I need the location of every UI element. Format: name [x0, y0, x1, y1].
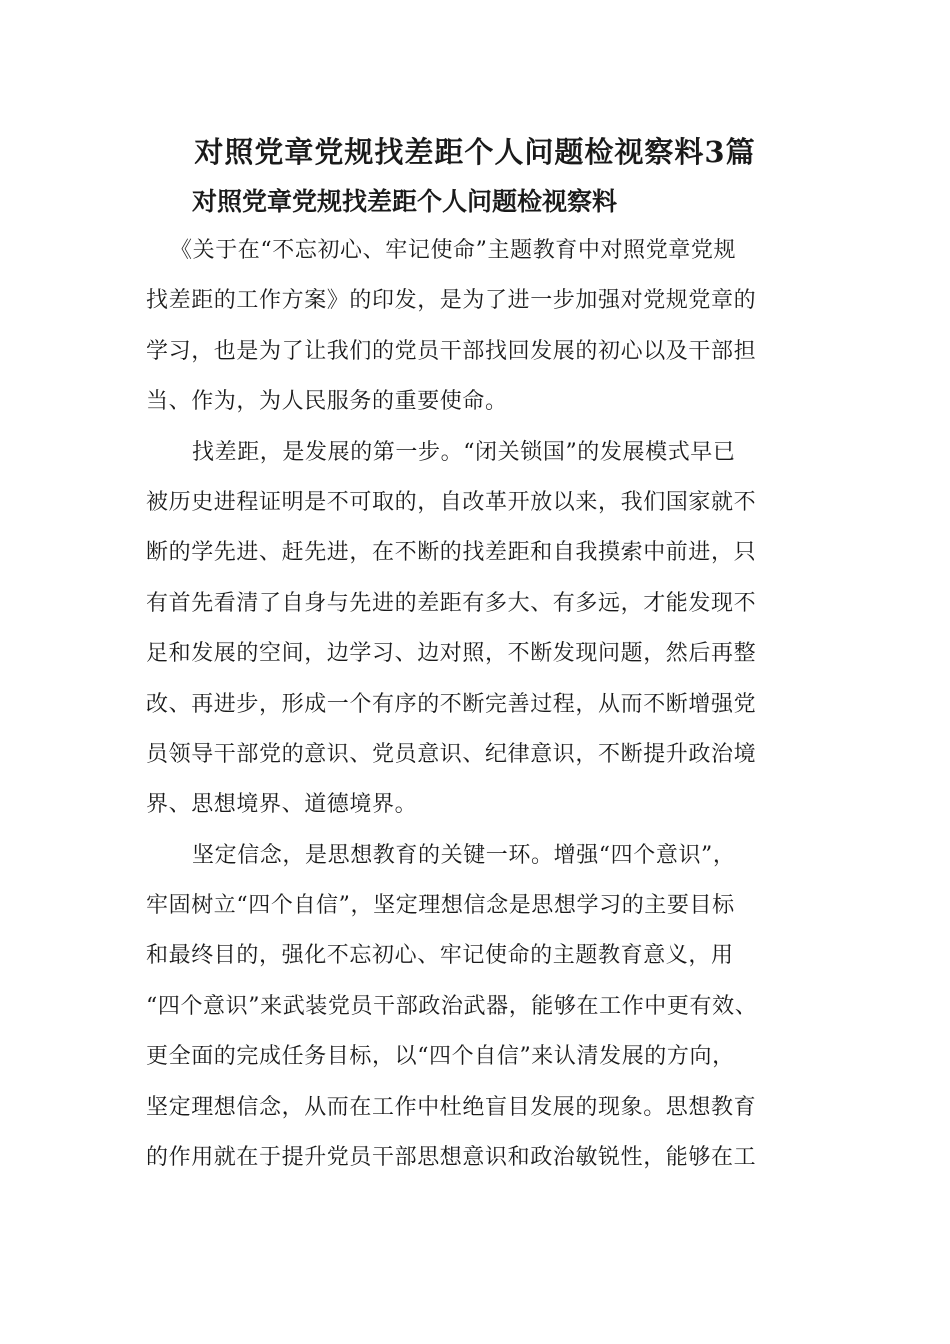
text-line: 更全面的完成任务目标，以“四个自信”来认清发展的方向， [146, 1044, 735, 1070]
text-line: 《关于在“不忘初心、牢记使命”主题教育中对照党章党规 [170, 238, 737, 263]
text-line: 断的学先进、赶先进，在不断的找差距和自我摸索中前进，只 [146, 540, 757, 566]
text-line: 有首先看清了自身与先进的差距有多大、有多远，才能发现不 [146, 590, 757, 616]
text-line: “四个意识”来武装党员干部政治武器，能够在工作中更有效、 [146, 993, 758, 1019]
text-line: 足和发展的空间，边学习、边对照，不断发现问题，然后再整 [146, 641, 757, 667]
text-line: 坚定信念，是思想教育的关键一环。增强“四个意识”， [192, 842, 736, 868]
text-line: 界、思想境界、道德境界。 [146, 792, 418, 818]
text-line: 和最终目的，强化不忘初心、牢记使命的主题教育意义，用 [146, 943, 734, 969]
text-line: 的作用就在于提升党员干部思想意识和政治敏锐性，能够在工 [146, 1145, 757, 1171]
text-line: 被历史进程证明是不可取的，自改革开放以来，我们国家就不 [146, 489, 757, 515]
text-line: 员领导干部党的意识、党员意识、纪律意识，不断提升政治境 [146, 741, 757, 767]
text-line: 找差距的工作方案》的印发，是为了进一步加强对党规党章的 [146, 288, 757, 314]
document-subtitle: 对照党章党规找差距个人问题检视察料 [192, 187, 618, 216]
text-line: 当、作为，为人民服务的重要使命。 [146, 389, 508, 415]
text-line: 改、再进步，形成一个有序的不断完善过程，从而不断增强党 [146, 691, 757, 717]
text-line: 找差距，是发展的第一步。“闭关锁国”的发展模式早已 [192, 439, 736, 465]
document-title: 对照党章党规找差距个人问题检视察料3篇 [194, 135, 756, 169]
text-line: 牢固树立“四个自信”，坚定理想信念是思想学习的主要目标 [146, 893, 735, 919]
text-line: 学习，也是为了让我们的党员干部找回发展的初心以及干部担 [146, 338, 757, 364]
document-body [146, 226, 846, 1183]
text-line: 坚定理想信念，从而在工作中杜绝盲目发展的现象。思想教育 [146, 1094, 757, 1120]
